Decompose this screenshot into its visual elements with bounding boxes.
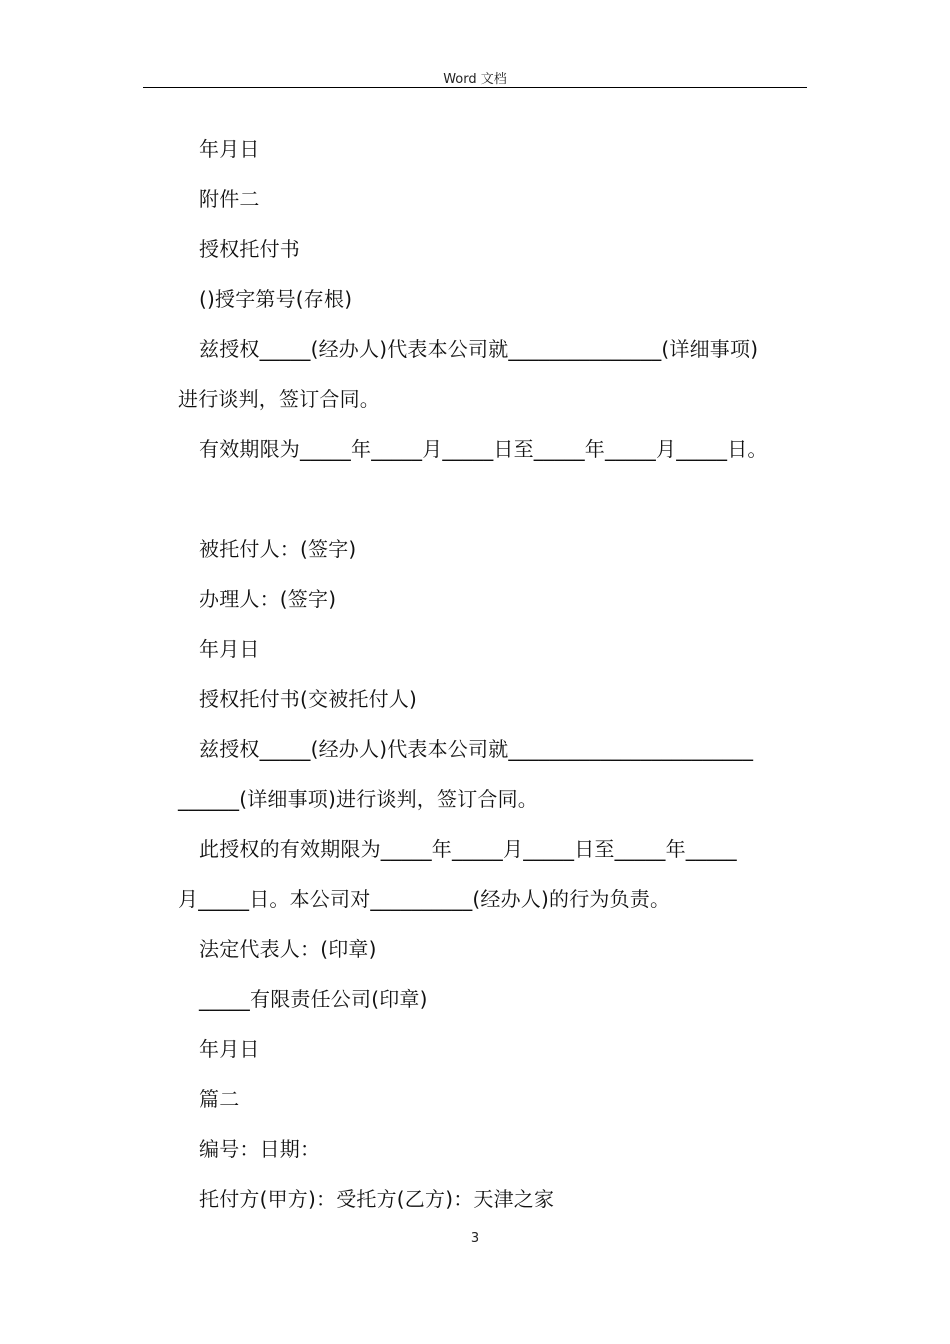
section-title: 授权托付书	[199, 237, 300, 261]
number-date-line: 编号：日期：	[199, 1137, 321, 1161]
authorization-paragraph-continued: ______(详细事项)进行谈判，签订合同。	[178, 787, 539, 811]
trustee-signature: 被托付人：(签字)	[199, 537, 357, 561]
legal-representative-seal: 法定代表人：(印章)	[199, 937, 377, 961]
authorization-paragraph-continued: 进行谈判，签订合同。	[178, 387, 380, 411]
page-number: 3	[470, 1231, 480, 1246]
authorization-paragraph: 兹授权_____(经办人)代表本公司就_______________(详细事项)	[199, 337, 759, 361]
header-title: Word 文档	[443, 72, 507, 87]
handler-signature: 办理人：(签字)	[199, 587, 337, 611]
section-title: 授权托付书(交被托付人)	[199, 687, 418, 711]
authorization-paragraph: 兹授权_____(经办人)代表本公司就________________________	[199, 737, 754, 761]
attachment-heading: 附件二	[199, 187, 260, 211]
part-heading: 篇二	[199, 1087, 240, 1111]
validity-period: 有效期限为_____年_____月_____日至_____年_____月_____日。	[199, 437, 768, 461]
reference-number: ()授字第号(存根)	[199, 287, 353, 311]
date-line: 年月日	[199, 637, 260, 661]
validity-paragraph: 此授权的有效期限为_____年_____月_____日至_____年_____	[199, 837, 737, 861]
header-divider	[143, 87, 807, 88]
company-seal: _____有限责任公司(印章)	[199, 987, 428, 1011]
date-line: 年月日	[199, 137, 260, 161]
validity-paragraph-continued: 月_____日。本公司对__________(经办人)的行为负责。	[178, 887, 671, 911]
parties-line: 托付方(甲方)：受托方(乙方)：天津之家	[199, 1187, 555, 1211]
date-line: 年月日	[199, 1037, 260, 1061]
